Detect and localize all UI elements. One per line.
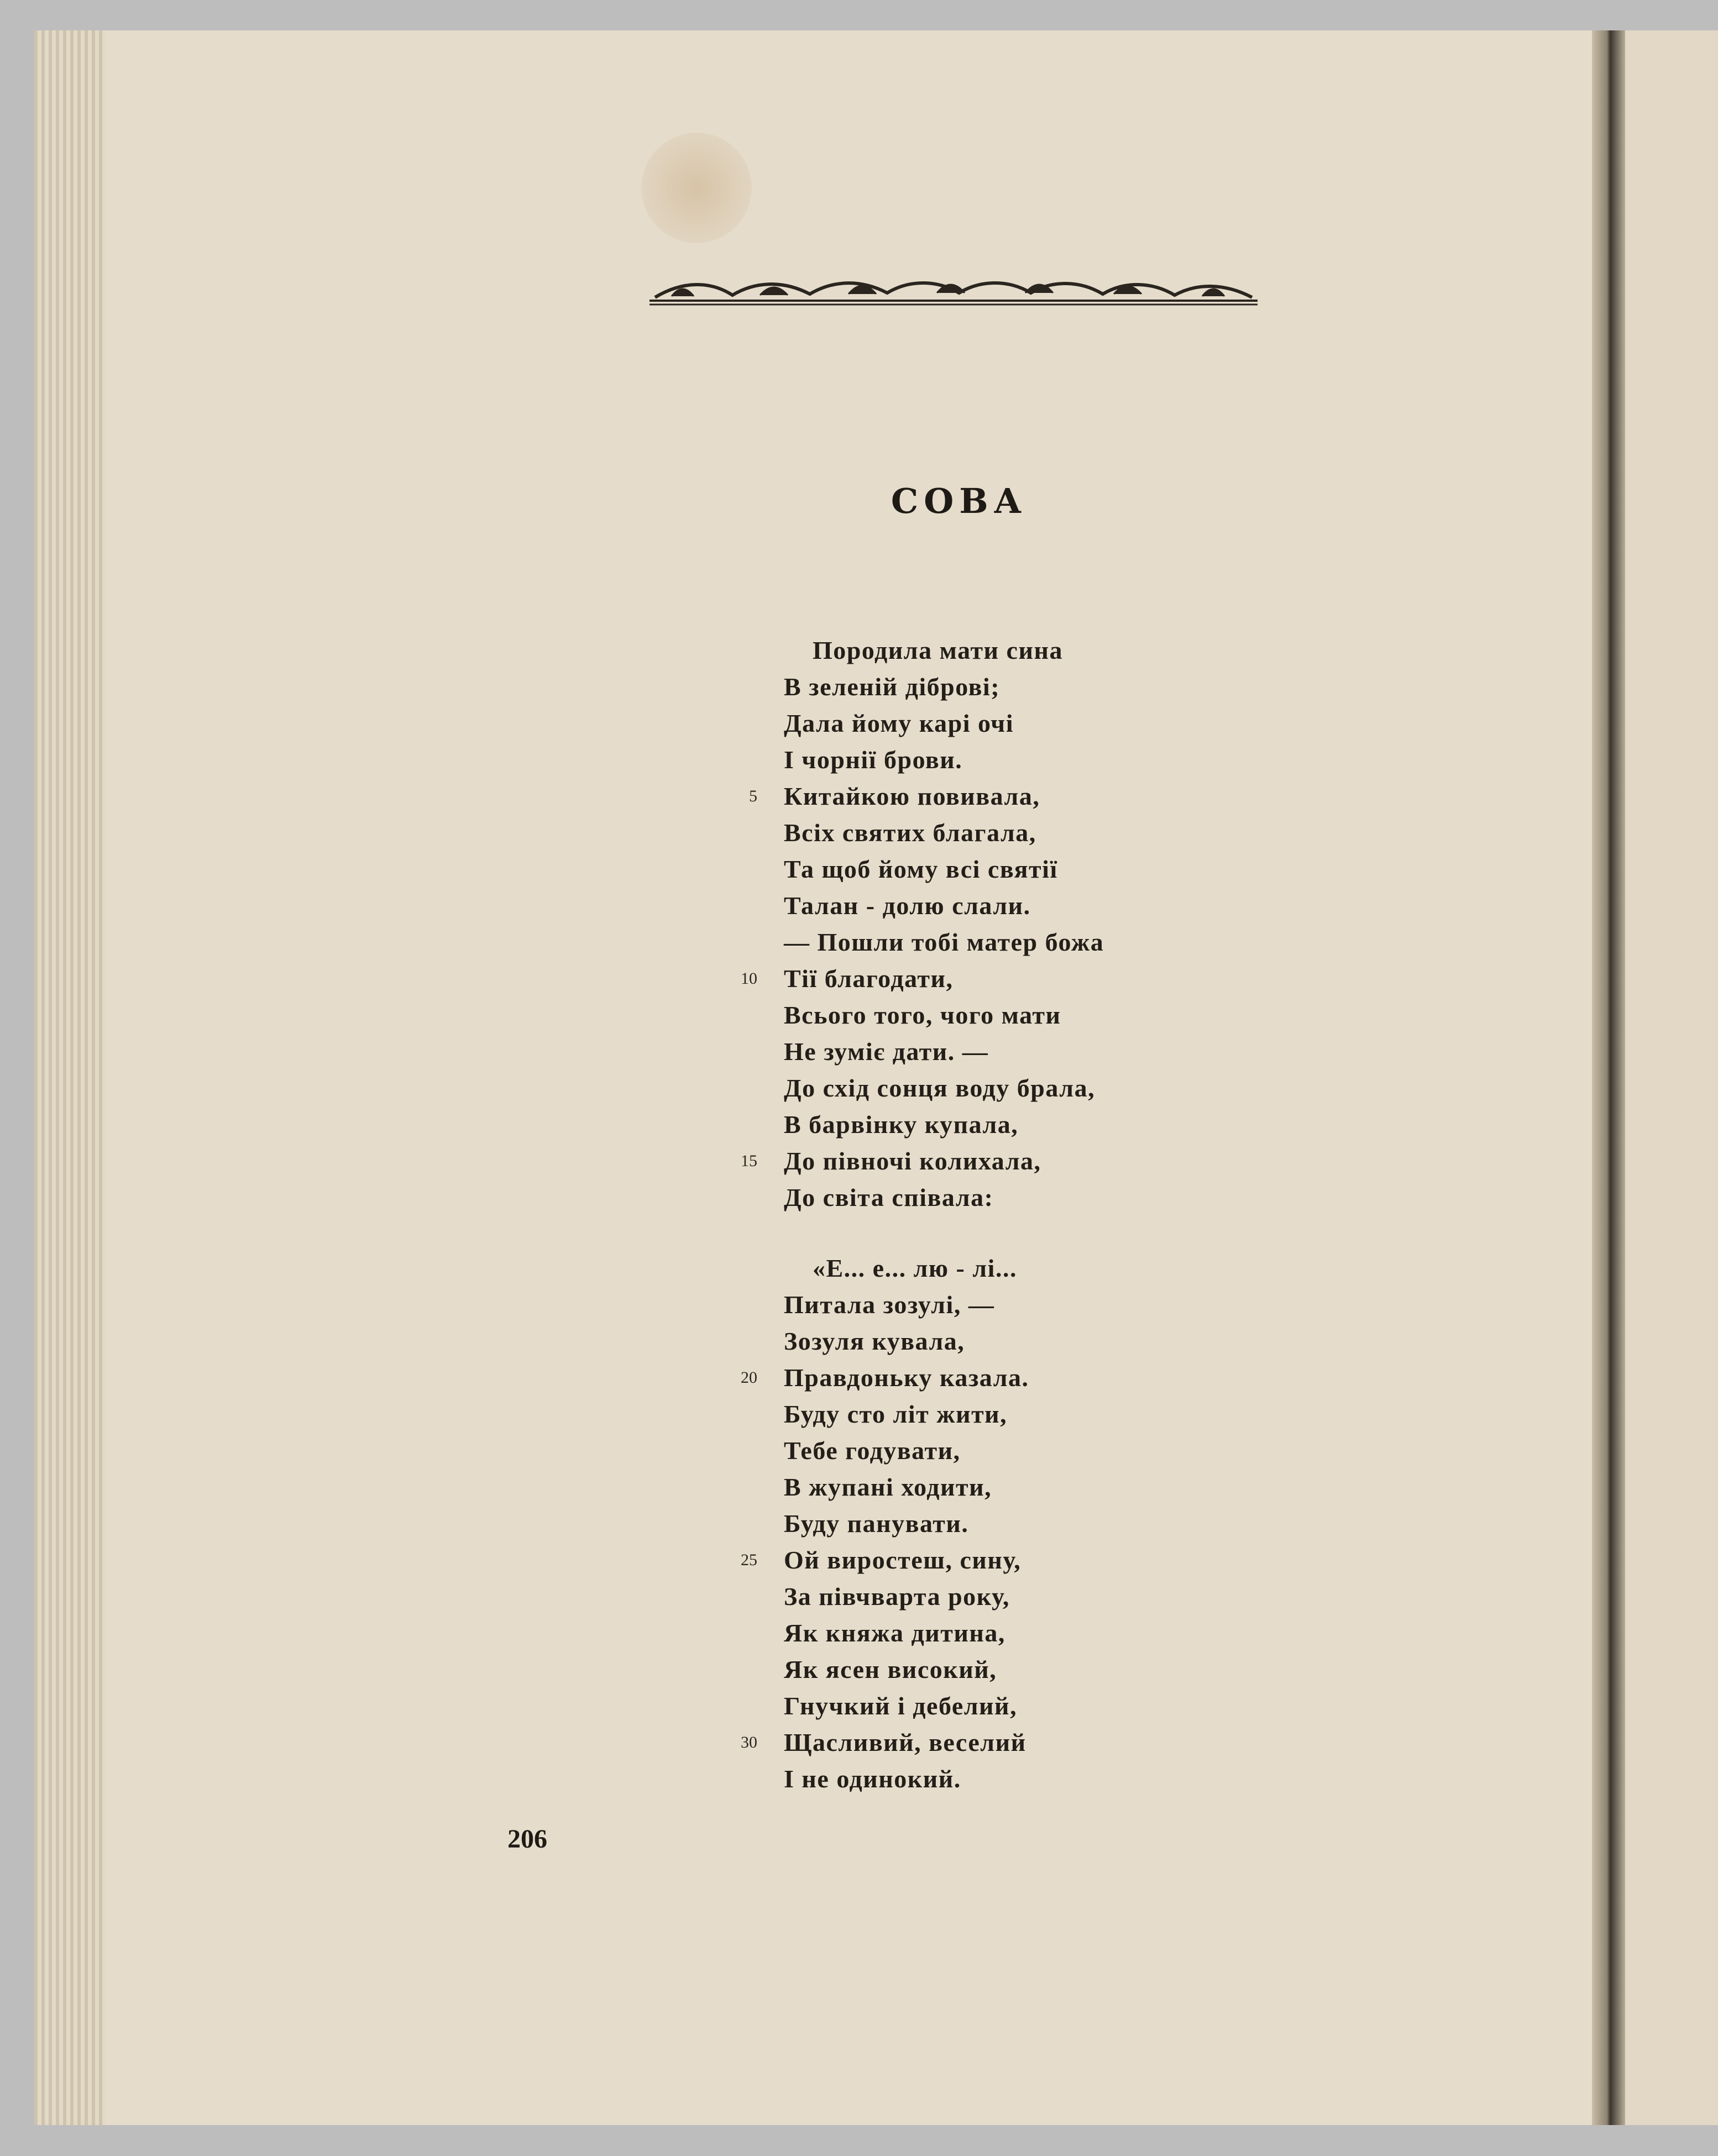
poem-line: До півночі колихала, [784,1147,1041,1175]
poem-line: До схід сонця воду брала, [784,1074,1096,1102]
poem-line: В зеленій діброві; [784,673,1001,701]
poem-line: Щасливий, веселий [784,1728,1026,1756]
poem-line: Гнучкий і дебелий, [784,1692,1018,1720]
poem-line: Правдоньку казала. [784,1363,1029,1392]
floral-ornament-icon [650,275,1258,307]
poem-line: Породила мати сина [813,636,1063,664]
poem-title: СОВА [891,481,1028,521]
poem-line: Китайкою повивала, [784,782,1040,810]
poem-line: За півчварта року, [784,1582,1010,1611]
poem-line: «Е... е... лю - лі... [813,1254,1017,1282]
poem-line: В жупані ходити, [784,1473,992,1501]
poem-line: Тебе годувати, [784,1436,961,1465]
poem-line: Як княжа дитина, [784,1619,1005,1647]
poem-line: Всіх святих благала, [784,819,1036,847]
line-number: 20 [741,1368,757,1387]
line-number: 30 [741,1733,757,1751]
page-edges [34,30,106,2125]
poem-line: Не зуміє дати. — [784,1037,989,1066]
poem-line: Всього того, чого мати [784,1001,1061,1029]
poem-line: Дала йому карі очі [784,709,1014,737]
poem-line: Ой виростеш, сину, [784,1546,1022,1574]
poem-line: В барвінку купала, [784,1110,1019,1139]
poem-line: До світа співала: [784,1183,994,1211]
paper-stain [641,133,752,243]
poem-line: Талан - долю слали. [784,891,1031,920]
page-number: 206 [507,1824,547,1854]
poem-line: І чорнії брови. [784,746,963,774]
poem-line: Буду сто літ жити, [784,1400,1008,1428]
poem-line: — Пошли тобі матер божа [784,928,1104,956]
facing-page-edge [1625,30,1718,2125]
poem-line: Як ясен високий, [784,1655,997,1683]
line-number: 5 [749,787,757,805]
book-gutter [1592,30,1625,2125]
line-number: 15 [741,1152,757,1170]
poem-line: І не одинокий. [784,1765,961,1793]
poem-line: Тії благодати, [784,964,954,993]
line-number: 10 [741,969,757,988]
poem-line: Зозуля кувала, [784,1327,965,1355]
line-number: 25 [741,1551,757,1569]
poem-line: Питала зозулі, — [784,1291,995,1319]
poem-line: Та щоб йому всі святії [784,855,1058,883]
poem-line: Буду панувати. [784,1509,969,1538]
